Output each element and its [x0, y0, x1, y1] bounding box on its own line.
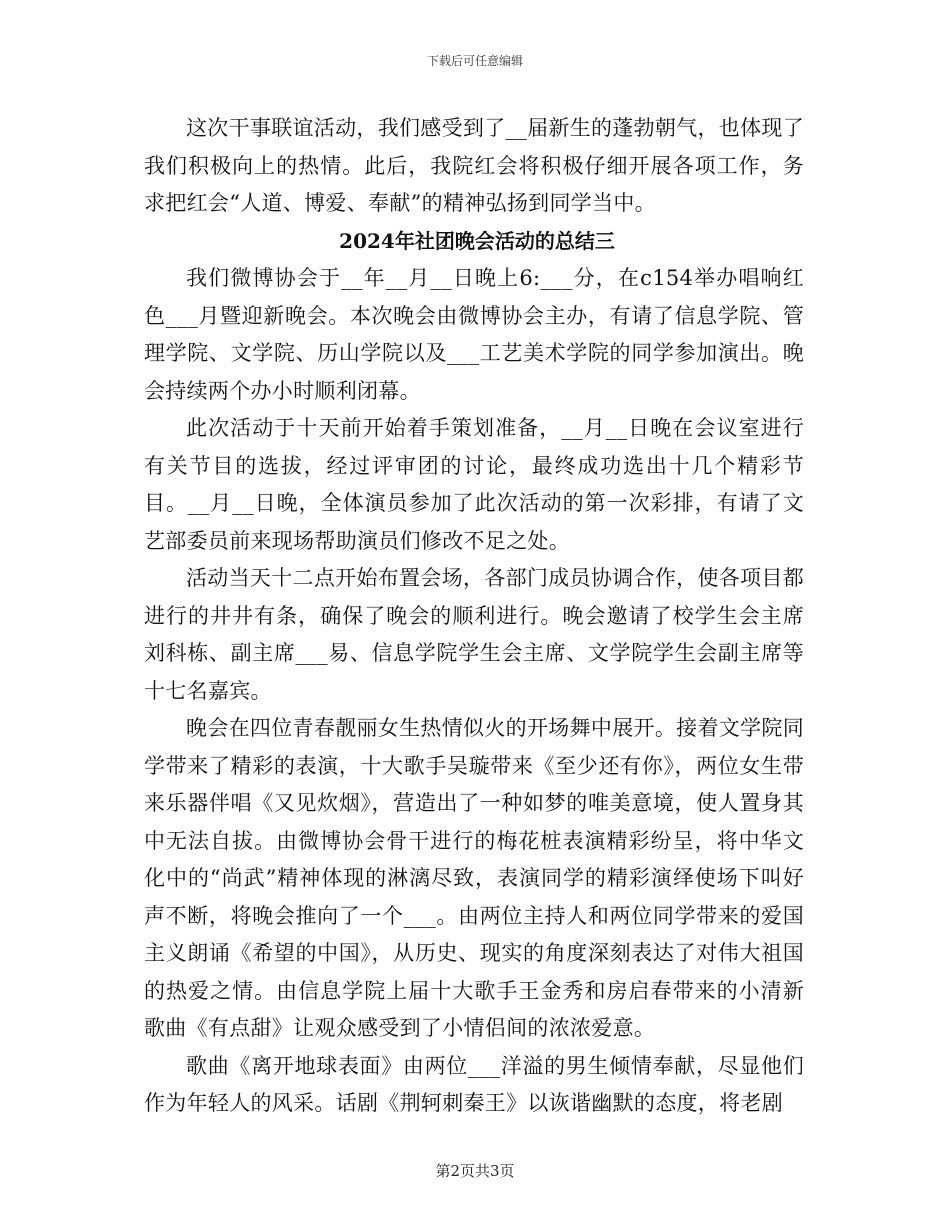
paragraph-4: 晚会在四位青春靓丽女生热情似火的开场舞中展开。接着文学院同学带来了精彩的表演，十大歌手吴璇带来《至少还有你》，两位女生带来乐器伴唱《又见炊烟》，营造出了一种如梦的唯美意境，使人置身其中无法自拔。由微博协会骨干进行的梅花桩表演精彩纷呈，将中华文化中的“尚武”精神体现的淋漓尽致，表演同学的精彩演绎使场下叫好声不断，将晚会推向了一个___。由两位主持人和两位同学带来的爱国主义朗诵《希望的中国》，从历史、现实的角度深刻表达了对伟大祖国的热爱之情。由信息学院上届十大歌手王金秀和房启春带来的小清新歌曲《有点甜》让观众感受到了小情侣间的浓浓爱意。: [144, 716, 804, 1040]
paragraph-5: 歌曲《离开地球表面》由两位___洋溢的男生倾情奉献，尽显他们作为年轻人的风采。话剧《荆轲刺秦王》以诙谐幽默的态度，将老剧: [144, 1053, 804, 1115]
paragraph-intro: 这次干事联谊活动，我们感受到了__届新生的蓬勃朝气，也体现了我们积极向上的热情。此后，我院红会将积极仔细开展各项工作，务求把红会“人道、博爱、奉献”的精神弘扬到同学当中。: [144, 116, 804, 215]
paragraph-2: 此次活动于十天前开始着手策划准备，__月__日晚在会议室进行有关节目的选拔，经过评审团的讨论，最终成功选出十几个精彩节目。__月__日晚，全体演员参加了此次活动的第一次彩排，有请了文艺部委员前来现场帮助演员们修改不足之处。: [144, 416, 804, 553]
page-header-note: 下载后可任意编辑: [426, 54, 523, 68]
page-number: 第2页共3页: [435, 1162, 515, 1180]
section-title: 2024年社团晚会活动的总结三: [339, 228, 615, 253]
paragraph-3: 活动当天十二点开始布置会场，各部门成员协调合作，使各项目都进行的井井有条，确保了晚会的顺利进行。晚会邀请了校学生会主席刘科栋、副主席___易、信息学院学生会主席、文学院学生会副主席等十七名嘉宾。: [144, 566, 804, 703]
document-body: [144, 110, 804, 1123]
paragraph-1: 我们微博协会于__年__月__日晚上6:___分，在c154举办唱响红色___月暨迎新晚会。本次晚会由微博协会主办，有请了信息学院、管理学院、文学院、历山学院以及___工艺美术学院的同学参加演出。晚会持续两个办小时顺利闭幕。: [144, 266, 804, 403]
